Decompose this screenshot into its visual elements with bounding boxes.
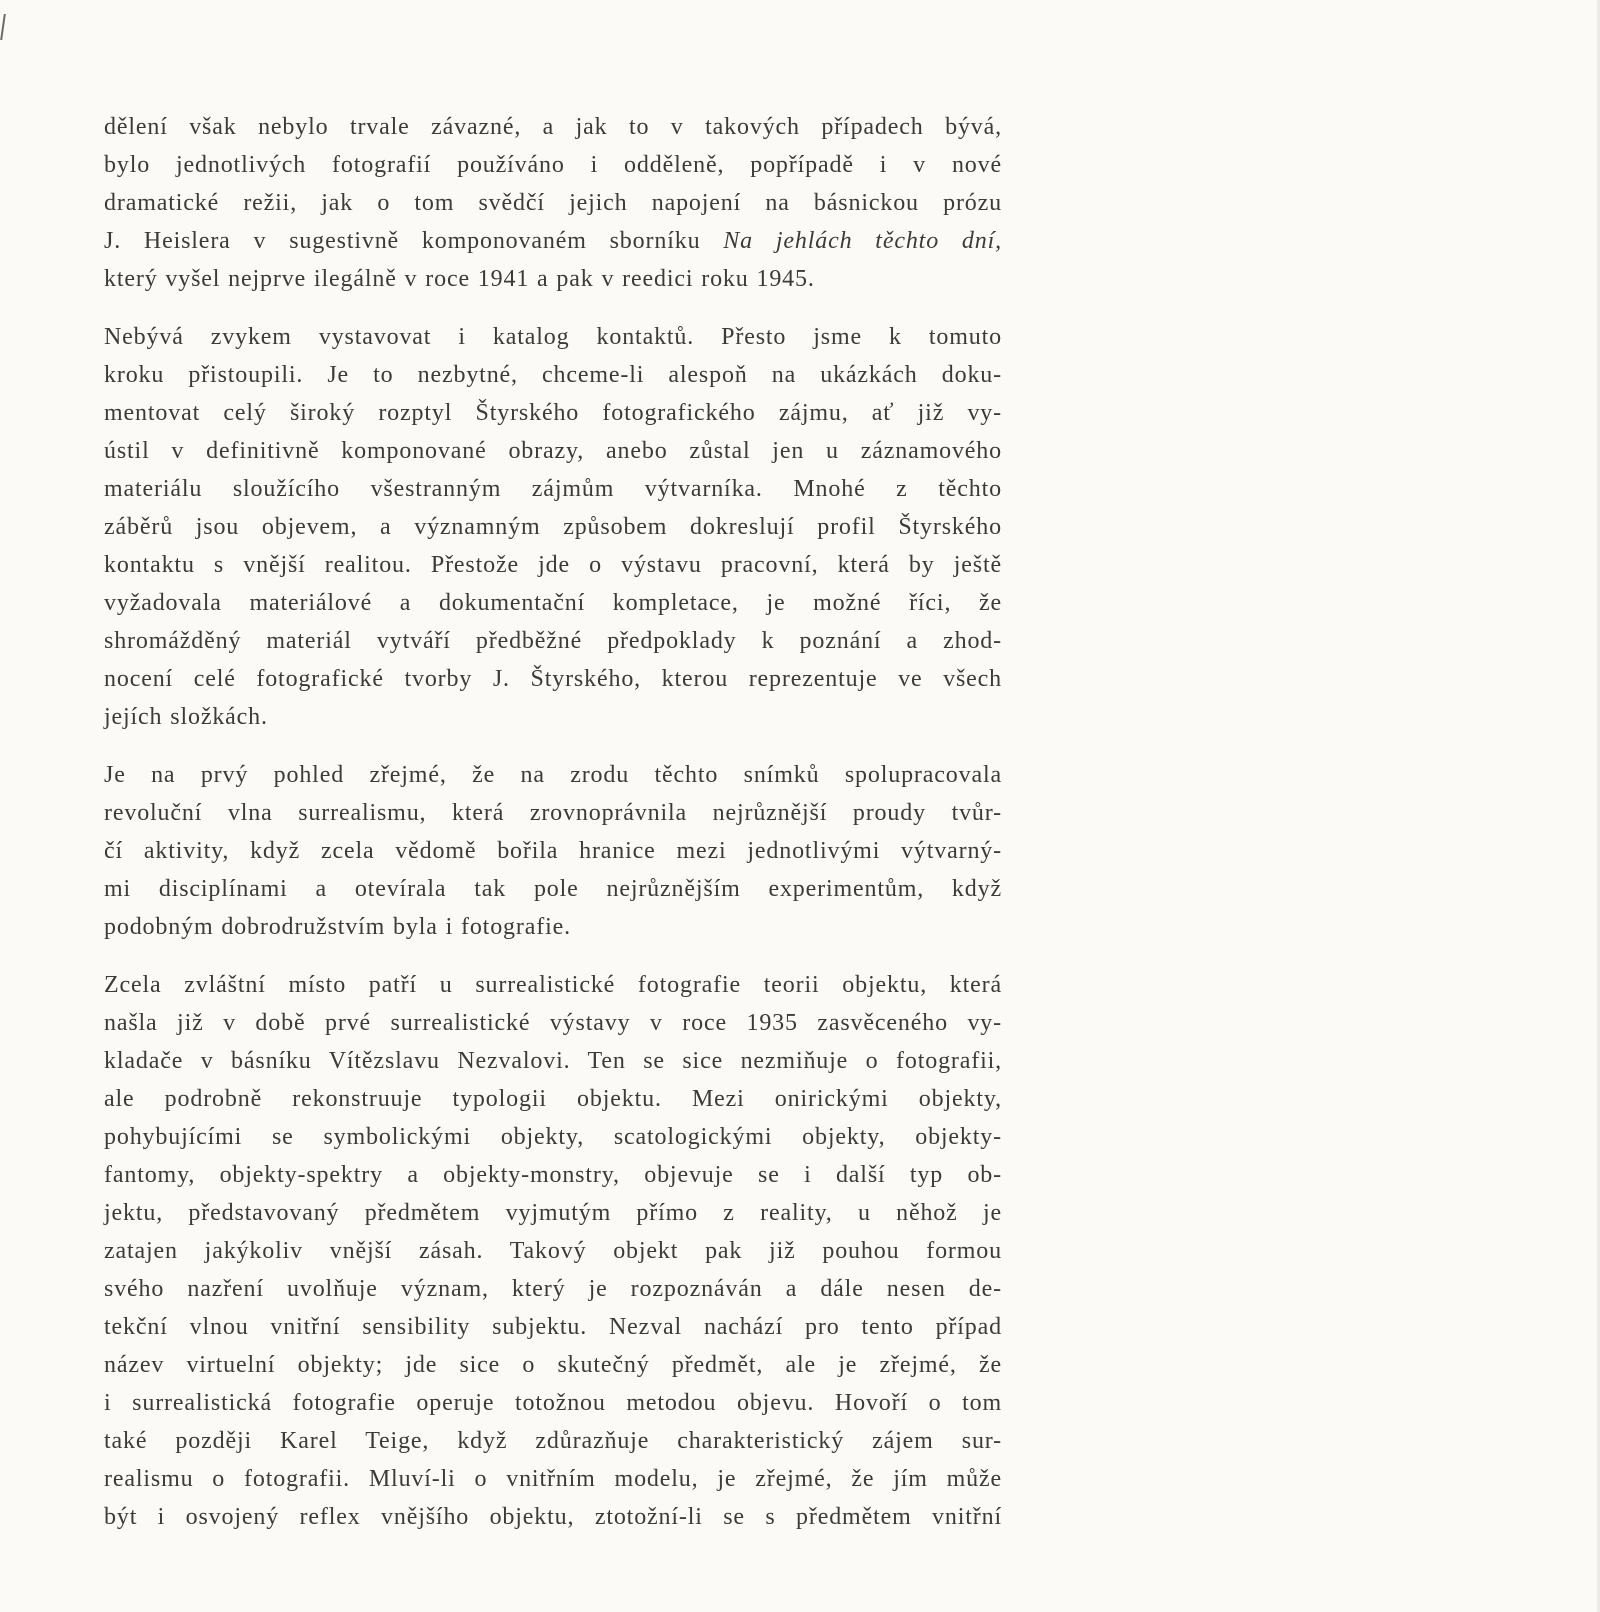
body-text: [104, 108, 1002, 1556]
text-line: mi disciplínami a otevírala tak pole nejrůznějším experimentům, když: [104, 876, 1002, 902]
text-line: jektu, představovaný předmětem vyjmutým přímo z reality, u něhož je: [104, 1200, 1002, 1226]
text-line: Nebývá zvykem vystavovat i katalog kontaktů. Přesto jsme k tomuto: [104, 324, 1002, 350]
paragraph-3: [104, 756, 1002, 946]
text-line: být i osvojený reflex vnějšího objektu, ztotožní-li se s předmětem vnitřní: [104, 1504, 1002, 1530]
text-line: dělení však nebylo trvale závazné, a jak to v takových případech bývá,: [104, 114, 1002, 140]
text-line: název virtuelní objekty; jde sice o skutečný předmět, ale je zřejmé, že: [104, 1352, 1002, 1378]
text-line: ústil v definitivně komponované obrazy, anebo zůstal jen u záznamového: [104, 438, 1002, 464]
text-line: shromážděný materiál vytváří předběžné předpoklady k poznání a zhod-: [104, 628, 1002, 654]
text-line: pohybujícími se symbolickými objekty, scatologickými objekty, objekty-: [104, 1124, 1002, 1150]
text-line: materiálu sloužícího všestranným zájmům výtvarníka. Mnohé z těchto: [104, 476, 1002, 502]
text-line: revoluční vlna surrealismu, která zrovnoprávnila nejrůznější proudy tvůr-: [104, 800, 1002, 826]
text-line: zatajen jakýkoliv vnější zásah. Takový objekt pak již pouhou formou: [104, 1238, 1002, 1264]
text-line: nocení celé fotografické tvorby J. Štyrského, kterou reprezentuje ve všech: [104, 666, 1002, 692]
text-line: bylo jednotlivých fotografií používáno i odděleně, popřípadě i v nové: [104, 152, 1002, 178]
text-line: který vyšel nejprve ilegálně v roce 1941 a pak v reedici roku 1945.: [104, 266, 815, 292]
text-line: tekční vlnou vnitřní sensibility subjektu. Nezval nachází pro tento případ: [104, 1314, 1002, 1340]
text-line: vyžadovala materiálové a dokumentační kompletace, je možné říci, že: [104, 590, 1002, 616]
text-line: ale podrobně rekonstruuje typologii objektu. Mezi onirickými objekty,: [104, 1086, 1002, 1112]
paragraph-1: [104, 108, 1002, 298]
text-line: i surrealistická fotografie operuje totožnou metodou objevu. Hovoří o tom: [104, 1390, 1002, 1416]
text-line: realismu o fotografii. Mluví-li o vnitřním modelu, je zřejmé, že jím může: [104, 1466, 1002, 1492]
paragraph-4: [104, 966, 1002, 1536]
text-line: čí aktivity, když zcela vědomě bořila hranice mezi jednotlivými výtvarný-: [104, 838, 1002, 864]
text-line: také později Karel Teige, když zdůrazňuje charakteristický zájem sur-: [104, 1428, 1002, 1454]
text-run: J. Heislera v sugestivně komponovaném sborníku: [104, 228, 724, 254]
text-line: dramatické režii, jak o tom svědčí jejich napojení na básnickou prózu: [104, 190, 1002, 216]
text-line: svého nazření uvolňuje význam, který je rozpoznáván a dále nesen de-: [104, 1276, 1002, 1302]
text-line: kontaktu s vnější realitou. Přestože jde o výstavu pracovní, která by ještě: [104, 552, 1002, 578]
text-line: našla již v době prvé surrealistické výstavy v roce 1935 zasvěceného vy-: [104, 1010, 1002, 1036]
text-line: záběrů jsou objevem, a významným způsobem dokreslují profil Štyrského: [104, 514, 1002, 540]
text-line-with-title: [104, 222, 1002, 260]
text-line: Je na prvý pohled zřejmé, že na zrodu těchto snímků spolupracovala: [104, 762, 1002, 788]
text-line: kroku přistoupili. Je to nezbytné, chceme-li alespoň na ukázkách doku-: [104, 362, 1002, 388]
text-line: podobným dobrodružstvím byla i fotografie.: [104, 914, 571, 940]
paragraph-2: [104, 318, 1002, 736]
book-title: Na jehlách těchto dní,: [723, 228, 1002, 254]
text-line: mentovat celý široký rozptyl Štyrského fotografického zájmu, ať již vy-: [104, 400, 1002, 426]
text-line: Zcela zvláštní místo patří u surrealistické fotografie teorii objektu, která: [104, 972, 1002, 998]
text-line: jejích složkách.: [104, 704, 268, 730]
text-line: kladače v básníku Vítězslavu Nezvalovi. Ten se sice nezmiňuje o fotografii,: [104, 1048, 1002, 1074]
crop-mark: [0, 14, 6, 40]
text-line: fantomy, objekty-spektry a objekty-monstry, objevuje se i další typ ob-: [104, 1162, 1002, 1188]
